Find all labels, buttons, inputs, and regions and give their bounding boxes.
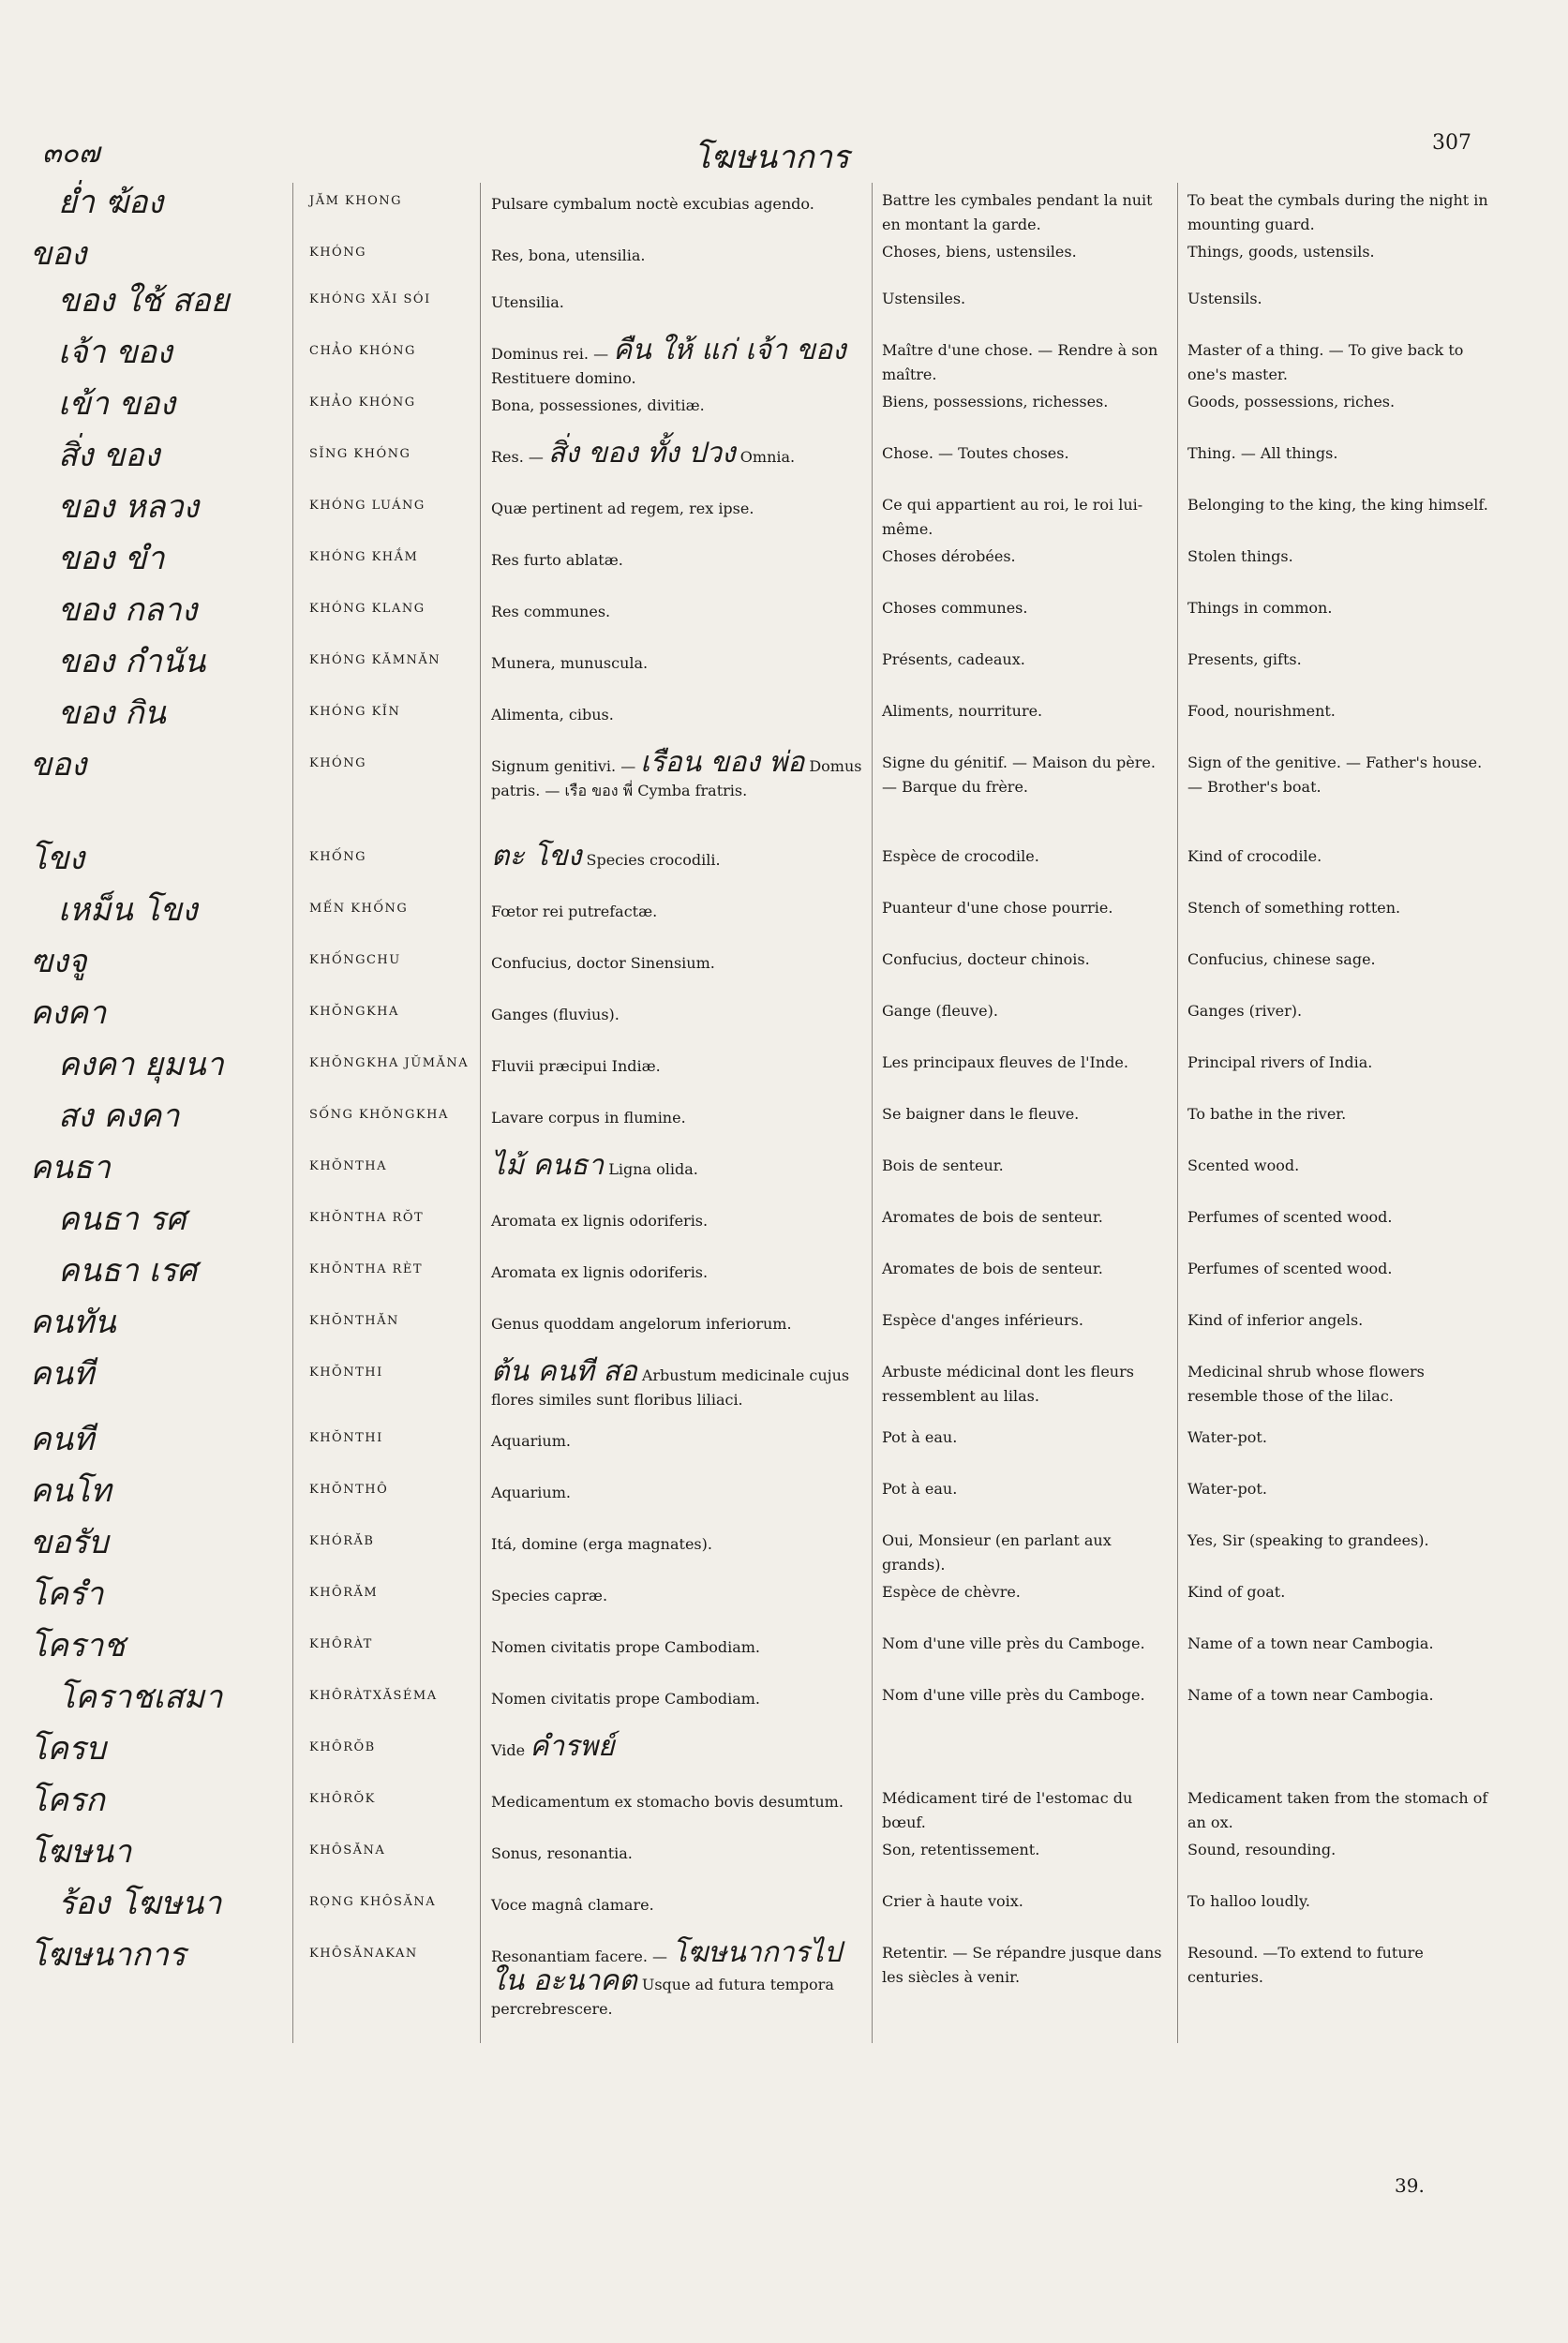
- column-rule: [1177, 183, 1178, 2043]
- french-definition: Aromates de bois de senteur.: [882, 1208, 1103, 1226]
- english-definition: Resound. —To extend to future centuries.: [1187, 1944, 1424, 1986]
- thai-headword: โขง: [30, 840, 85, 877]
- romanization: SỐNG KHŎNGKHA: [309, 1108, 449, 1122]
- latin-definition: [491, 840, 868, 873]
- romanization: KHÓNG: [309, 756, 366, 770]
- romanization: KHÓNG KHẮM: [309, 550, 419, 564]
- latin-text: Aromata ex lignis odoriferis.: [491, 1263, 709, 1281]
- thai-headword: ของ: [30, 235, 87, 273]
- french-definition: Biens, possessions, richesses.: [882, 393, 1109, 410]
- thai-headword: คนธา รศ: [58, 1201, 187, 1238]
- thai-headword: โคราชเสมา: [58, 1679, 223, 1716]
- thai-headword: ขอรับ: [30, 1524, 109, 1561]
- thai-headword: โครบ: [30, 1730, 106, 1768]
- latin-definition: [491, 188, 868, 216]
- romanization: KHŎNTHA RÈT: [309, 1262, 424, 1276]
- latin-definition: [491, 648, 868, 676]
- latin-text: Species capræ.: [491, 1587, 608, 1604]
- english-definition: Kind of inferior angels.: [1187, 1311, 1364, 1329]
- thai-headword: ของ กิน: [58, 694, 166, 732]
- thai-headword: สิ่ง ของ: [58, 437, 160, 474]
- thai-headword: ของ หลวง: [58, 488, 200, 526]
- latin-definition: [491, 1425, 868, 1454]
- latin-definition: [491, 1308, 868, 1336]
- latin-thai-example: ตะ โขง: [491, 840, 582, 873]
- latin-definition: [491, 699, 868, 727]
- latin-definition: [491, 1838, 868, 1866]
- romanization: KHỐNG: [309, 850, 366, 864]
- french-definition: Espèce de chèvre.: [882, 1583, 1021, 1601]
- french-definition: Espèce de crocodile.: [882, 847, 1039, 865]
- latin-text: Signum genitivi. —: [491, 757, 636, 775]
- latin-definition: [491, 1683, 868, 1711]
- english-definition: Perfumes of scented wood.: [1187, 1208, 1393, 1226]
- latin-text: Utensilia.: [491, 293, 564, 311]
- french-definition: Signe du génitif. — Maison du père. — Barque du frère.: [882, 754, 1156, 796]
- column-rule: [872, 183, 873, 2043]
- french-definition: Aromates de bois de senteur.: [882, 1260, 1103, 1277]
- latin-text: Ligna olida.: [608, 1160, 698, 1178]
- column-rule: [480, 183, 481, 2043]
- latin-text: Lavare corpus in flumine.: [491, 1109, 686, 1127]
- romanization: KHÔRÀT: [309, 1637, 373, 1651]
- english-definition: To beat the cymbals during the night in mounting guard.: [1187, 191, 1488, 233]
- latin-text: Res, bona, utensilia.: [491, 246, 646, 264]
- latin-text: Medicamentum ex stomacho bovis desumtum.: [491, 1793, 844, 1811]
- french-definition: Battre les cymbales pendant la nuit en montant la garde.: [882, 191, 1153, 233]
- latin-text: Res furto ablatæ.: [491, 551, 623, 569]
- romanization: KHÓNG XĂI SÓI: [309, 292, 431, 306]
- french-definition: Oui, Monsieur (en parlant aux grands).: [882, 1531, 1112, 1574]
- romanization: KHÔSĂNAKAN: [309, 1947, 418, 1961]
- latin-text: Aquarium.: [491, 1432, 571, 1450]
- french-definition: Retentir. — Se répandre jusque dans les siècles à venir.: [882, 1944, 1162, 1986]
- english-definition: Water-pot.: [1187, 1480, 1267, 1498]
- romanization: KHŎNGKHA: [309, 1005, 399, 1019]
- english-definition: Perfumes of scented wood.: [1187, 1260, 1393, 1277]
- latin-text: Munera, munuscula.: [491, 654, 649, 672]
- latin-text: Res communes.: [491, 603, 611, 620]
- romanization: KHÓNG LUÁNG: [309, 499, 426, 513]
- latin-definition: [491, 1730, 868, 1763]
- latin-thai-example: ต้น คนที สอ: [491, 1355, 637, 1388]
- latin-thai-example: คืน ให้ แก่ เจ้า ของ: [613, 334, 846, 366]
- english-definition: Stolen things.: [1187, 547, 1293, 565]
- english-definition: Yes, Sir (speaking to grandees).: [1187, 1531, 1429, 1549]
- latin-definition: [491, 1936, 868, 2022]
- romanization: KHŎNGKHA JŬMĂNA: [309, 1056, 470, 1070]
- thai-headword: คนธา เรศ: [58, 1252, 198, 1290]
- latin-definition: [491, 1051, 868, 1079]
- romanization: KHŎNTHĂN: [309, 1314, 399, 1328]
- latin-definition: [491, 1580, 868, 1608]
- latin-definition: [491, 596, 868, 624]
- french-definition: Ce qui appartient au roi, le roi lui-même.: [882, 496, 1143, 538]
- english-definition: Sound, resounding.: [1187, 1841, 1337, 1858]
- thai-headword: โคราช: [30, 1627, 126, 1664]
- french-definition: Nom d'une ville près du Camboge.: [882, 1634, 1145, 1652]
- latin-text: Voce magnâ clamare.: [491, 1896, 654, 1914]
- french-definition: Arbuste médicinal dont les fleurs ressemblent au lilas.: [882, 1363, 1134, 1405]
- latin-text: Dominus rei. —: [491, 345, 609, 363]
- english-definition: Principal rivers of India.: [1187, 1053, 1373, 1071]
- french-definition: Ustensiles.: [882, 290, 966, 307]
- thai-headword: เข้า ของ: [58, 385, 176, 423]
- romanization: KHŎNTHA RŎT: [309, 1211, 425, 1225]
- latin-definition: [491, 1257, 868, 1285]
- thai-headword: ของ ขำ: [58, 540, 165, 577]
- latin-text: Bona, possessiones, divitiæ.: [491, 396, 705, 414]
- english-definition: Name of a town near Cambogia.: [1187, 1686, 1434, 1704]
- romanization: KHỐNGCHU: [309, 953, 401, 967]
- thai-headword: เหม็น โขง: [58, 891, 198, 929]
- english-definition: Ganges (river).: [1187, 1002, 1303, 1020]
- english-definition: Thing. — All things.: [1187, 444, 1338, 462]
- latin-definition: [491, 334, 868, 391]
- romanization: KHÔRŎB: [309, 1740, 376, 1754]
- english-definition: Kind of crocodile.: [1187, 847, 1322, 865]
- french-definition: Pot à eau.: [882, 1428, 958, 1446]
- latin-definition: [491, 1149, 868, 1182]
- english-definition: Presents, gifts.: [1187, 650, 1302, 668]
- latin-text: Omnia.: [739, 448, 796, 466]
- latin-definition: [491, 545, 868, 573]
- latin-definition: [491, 1477, 868, 1505]
- french-definition: Présents, cadeaux.: [882, 650, 1025, 668]
- romanization: KHÓNG KĂMNĂN: [309, 653, 441, 667]
- latin-definition: [491, 746, 868, 803]
- romanization: KHŎNTHÔ: [309, 1483, 389, 1497]
- thai-headword: โครก: [30, 1782, 105, 1819]
- romanization: KHŎNTHI: [309, 1366, 383, 1380]
- english-definition: Stench of something rotten.: [1187, 899, 1401, 917]
- romanization: KHÓNG KǏN: [309, 705, 401, 719]
- latin-thai-example: คำรพย์: [530, 1730, 615, 1763]
- latin-definition: [491, 493, 868, 521]
- latin-text: Resonantiam facere. —: [491, 1948, 668, 1965]
- latin-text: Confucius, doctor Sinensium.: [491, 954, 715, 972]
- thai-headword: ย่ำ ฆ้อง: [58, 184, 164, 221]
- latin-text: Quæ pertinent ad regem, rex ipse.: [491, 500, 754, 517]
- latin-text: Usque ad futura tempora percrebrescere.: [491, 1976, 834, 2018]
- english-definition: Belonging to the king, the king himself.: [1187, 496, 1488, 514]
- french-definition: Se baigner dans le fleuve.: [882, 1105, 1080, 1123]
- latin-thai-example: โฆษนาการไปใน อะนาคต: [491, 1936, 842, 1997]
- latin-thai-example: ไม้ คนธา: [491, 1149, 605, 1182]
- thai-headword: คนโท: [30, 1472, 112, 1510]
- romanization: CHẢO KHÓNG: [309, 344, 416, 358]
- french-definition: Aliments, nourriture.: [882, 702, 1043, 720]
- english-definition: Things, goods, ustensils.: [1187, 243, 1375, 261]
- thai-headword: คนธา: [30, 1149, 111, 1186]
- thai-headword: โฆษนาการ: [30, 1936, 187, 1974]
- latin-definition: [491, 1632, 868, 1660]
- french-definition: Gange (fleuve).: [882, 1002, 998, 1020]
- latin-text: Itá, domine (erga magnates).: [491, 1535, 712, 1553]
- latin-definition: [491, 390, 868, 418]
- thai-headword: ของ กลาง: [58, 591, 198, 629]
- latin-text: Arbustum medicinale cujus flores similes sunt floribus liliaci.: [491, 1366, 850, 1409]
- romanization: KHŎNTHA: [309, 1159, 387, 1173]
- romanization: KHÓNG: [309, 246, 366, 260]
- column-rule: [292, 183, 293, 2043]
- french-definition: Chose. — Toutes choses.: [882, 444, 1069, 462]
- latin-text: Genus quoddam angelorum inferiorum.: [491, 1315, 792, 1333]
- romanization: KHÓRĂB: [309, 1534, 375, 1548]
- english-definition: Sign of the genitive. — Father's house. — Brother's boat.: [1187, 754, 1483, 796]
- latin-text: Fluvii præcipui Indiæ.: [491, 1057, 661, 1075]
- latin-text: Aromata ex lignis odoriferis.: [491, 1212, 709, 1230]
- english-definition: Food, nourishment.: [1187, 702, 1336, 720]
- thai-headword: โฆษนา: [30, 1833, 132, 1871]
- french-definition: Pot à eau.: [882, 1480, 958, 1498]
- page-number-thai: ๓๐๗: [42, 137, 100, 170]
- thai-headword: คนที: [30, 1421, 95, 1458]
- romanization: KHÔRĂM: [309, 1586, 379, 1600]
- romanization: RỌNG KHÔSĂNA: [309, 1895, 437, 1909]
- romanization: SǏNG KHÓNG: [309, 447, 411, 461]
- latin-text: Sonus, resonantia.: [491, 1844, 633, 1862]
- romanization: JĂM KHONG: [309, 194, 403, 208]
- french-definition: Choses, biens, ustensiles.: [882, 243, 1077, 261]
- thai-headword: คนทัน: [30, 1304, 116, 1341]
- latin-definition: [491, 999, 868, 1027]
- french-definition: Espèce d'anges inférieurs.: [882, 1311, 1083, 1329]
- english-definition: Scented wood.: [1187, 1157, 1300, 1174]
- latin-definition: [491, 1786, 868, 1814]
- latin-thai-example: สิ่ง ของ ทั้ง ปวง: [548, 437, 736, 470]
- thai-headword: ของ: [30, 746, 87, 783]
- latin-text: Res. —: [491, 448, 544, 466]
- latin-text: Nomen civitatis prope Cambodiam.: [491, 1690, 761, 1708]
- page-number: 307: [1432, 131, 1471, 155]
- latin-definition: [491, 1205, 868, 1233]
- french-definition: Médicament tiré de l'estomac du bœuf.: [882, 1789, 1133, 1831]
- french-definition: Confucius, docteur chinois.: [882, 950, 1090, 968]
- thai-headword: คงคา: [30, 994, 107, 1032]
- latin-text: Fœtor rei putrefactæ.: [491, 903, 658, 920]
- signature-mark: 39.: [1395, 2174, 1425, 2197]
- romanization: KHẢO KHÓNG: [309, 395, 416, 410]
- french-definition: Choses communes.: [882, 599, 1028, 617]
- french-definition: Son, retentissement.: [882, 1841, 1040, 1858]
- latin-text: Nomen civitatis prope Cambodiam.: [491, 1638, 761, 1656]
- latin-definition: [491, 948, 868, 976]
- latin-text: Species crocodili.: [586, 851, 721, 869]
- latin-text: Restituere domino.: [491, 369, 636, 387]
- thai-headword: โครำ: [30, 1575, 104, 1613]
- english-definition: Master of a thing. — To give back to one's master.: [1187, 341, 1464, 383]
- french-definition: Nom d'une ville près du Camboge.: [882, 1686, 1145, 1704]
- thai-headword: คนที: [30, 1355, 95, 1393]
- latin-definition: [491, 1529, 868, 1557]
- english-definition: Water-pot.: [1187, 1428, 1267, 1446]
- english-definition: Things in common.: [1187, 599, 1333, 617]
- romanization: KHŎNTHI: [309, 1431, 383, 1445]
- latin-definition: [491, 240, 868, 268]
- english-definition: Confucius, chinese sage.: [1187, 950, 1376, 968]
- thai-headword: ฃงจู: [30, 943, 87, 980]
- latin-text: Ganges (fluvius).: [491, 1006, 620, 1023]
- latin-thai-example: เรือน ของ พ่อ: [640, 746, 805, 779]
- french-definition: Les principaux fleuves de l'Inde.: [882, 1053, 1128, 1071]
- romanization: KHÔRŎK: [309, 1792, 376, 1806]
- french-definition: Maître d'une chose. — Rendre à son maître.: [882, 341, 1158, 383]
- thai-headword: คงคา ยุมนา: [58, 1046, 224, 1083]
- latin-definition: [491, 1355, 868, 1412]
- latin-definition: [491, 1889, 868, 1918]
- english-definition: Goods, possessions, riches.: [1187, 393, 1396, 410]
- latin-text: Pulsare cymbalum noctè excubias agendo.: [491, 195, 814, 213]
- latin-definition: [491, 437, 868, 470]
- romanization: KHÔSĂNA: [309, 1843, 386, 1858]
- english-definition: To halloo loudly.: [1187, 1892, 1310, 1910]
- thai-headword: ของ ใช้ สอย: [58, 282, 230, 320]
- english-definition: Ustensils.: [1187, 290, 1262, 307]
- latin-text: Aquarium.: [491, 1484, 571, 1501]
- thai-headword: สง คงคา: [58, 1097, 180, 1135]
- romanization: MẾN KHỐNG: [309, 902, 409, 916]
- french-definition: Puanteur d'une chose pourrie.: [882, 899, 1113, 917]
- thai-headword: ของ กำนัน: [58, 643, 206, 680]
- thai-headword: ร้อง โฆษนา: [58, 1885, 222, 1922]
- latin-text: Vide: [491, 1741, 526, 1759]
- french-definition: Choses dérobées.: [882, 547, 1016, 565]
- latin-text: Domus patris. — เรือ ของ พี่ Cymba fratris.: [491, 757, 862, 799]
- english-definition: To bathe in the river.: [1187, 1105, 1347, 1123]
- french-definition: Bois de senteur.: [882, 1157, 1004, 1174]
- english-definition: Medicament taken from the stomach of an ox.: [1187, 1789, 1488, 1831]
- latin-text: Alimenta, cibus.: [491, 706, 614, 724]
- english-definition: Kind of goat.: [1187, 1583, 1286, 1601]
- running-head: โฆษนาการ: [694, 139, 850, 176]
- english-definition: Name of a town near Cambogia.: [1187, 1634, 1434, 1652]
- thai-headword: เจ้า ของ: [58, 334, 172, 371]
- latin-definition: [491, 896, 868, 924]
- romanization: KHÓNG KLANG: [309, 602, 426, 616]
- english-definition: Medicinal shrub whose flowers resemble those of the lilac.: [1187, 1363, 1425, 1405]
- romanization: KHÔRÀTXĂSÉMA: [309, 1689, 438, 1703]
- french-definition: Crier à haute voix.: [882, 1892, 1023, 1910]
- latin-definition: [491, 1102, 868, 1130]
- latin-definition: [491, 287, 868, 315]
